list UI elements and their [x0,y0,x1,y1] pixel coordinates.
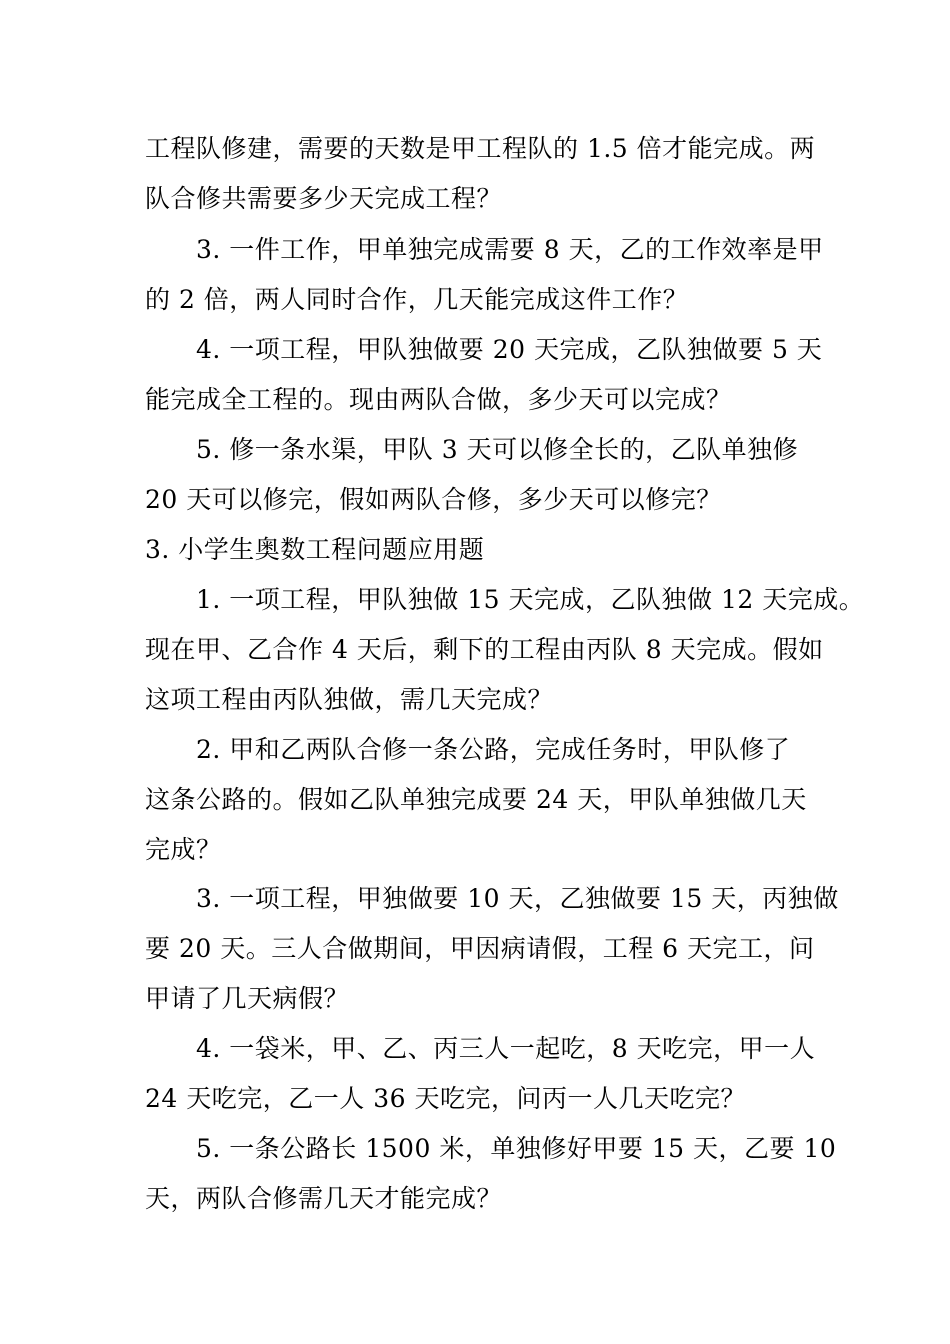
text-line: 24 天吃完，乙一人 36 天吃完，问丙一人几天吃完？ [145,1084,746,1113]
problem-item: 5. 修一条水渠，甲队 3 天可以修全长的，乙队单独修 [196,435,799,464]
text-line: 队合修共需要多少天完成工程？ [145,184,503,213]
text-line: 能完成全工程的。现由两队合做，多少天可以完成？ [145,385,732,414]
problem-item: 1. 一项工程，甲队独做 15 天完成，乙队独做 12 天完成。 [196,585,865,614]
text-line: 现在甲、乙合作 4 天后，剩下的工程由丙队 8 天完成。假如 [145,635,824,664]
text-line: 要 20 天。三人合做期间，甲因病请假，工程 6 天完工，问 [145,934,815,963]
problem-item: 2. 甲和乙两队合修一条公路，完成任务时，甲队修了 [196,735,791,764]
problem-item: 4. 一袋米，甲、乙、丙三人一起吃，8 天吃完，甲一人 [196,1034,816,1063]
text-line: 甲请了几天病假？ [145,984,350,1013]
problem-item: 3. 一项工程，甲独做要 10 天，乙独做要 15 天，丙独做 [196,884,839,913]
problem-item: 3. 一件工作，甲单独完成需要 8 天，乙的工作效率是甲 [196,235,824,264]
section-heading: 3. 小学生奥数工程问题应用题 [145,535,485,564]
text-line: 这条公路的。假如乙队单独完成要 24 天，甲队单独做几天 [145,785,807,814]
text-line: 完成？ [145,835,222,864]
text-line: 20 天可以修完，假如两队合修，多少天可以修完？ [145,485,722,514]
text-line: 这项工程由丙队独做，需几天完成？ [145,685,554,714]
text-line: 天，两队合修需几天才能完成？ [145,1184,503,1213]
text-line: 的 2 倍，两人同时合作，几天能完成这件工作？ [145,285,689,314]
problem-item: 5. 一条公路长 1500 米，单独修好甲要 15 天，乙要 10 [196,1134,837,1163]
text-line: 工程队修建，需要的天数是甲工程队的 1.5 倍才能完成。两 [145,134,816,163]
problem-item: 4. 一项工程，甲队独做要 20 天完成，乙队独做要 5 天 [196,335,823,364]
